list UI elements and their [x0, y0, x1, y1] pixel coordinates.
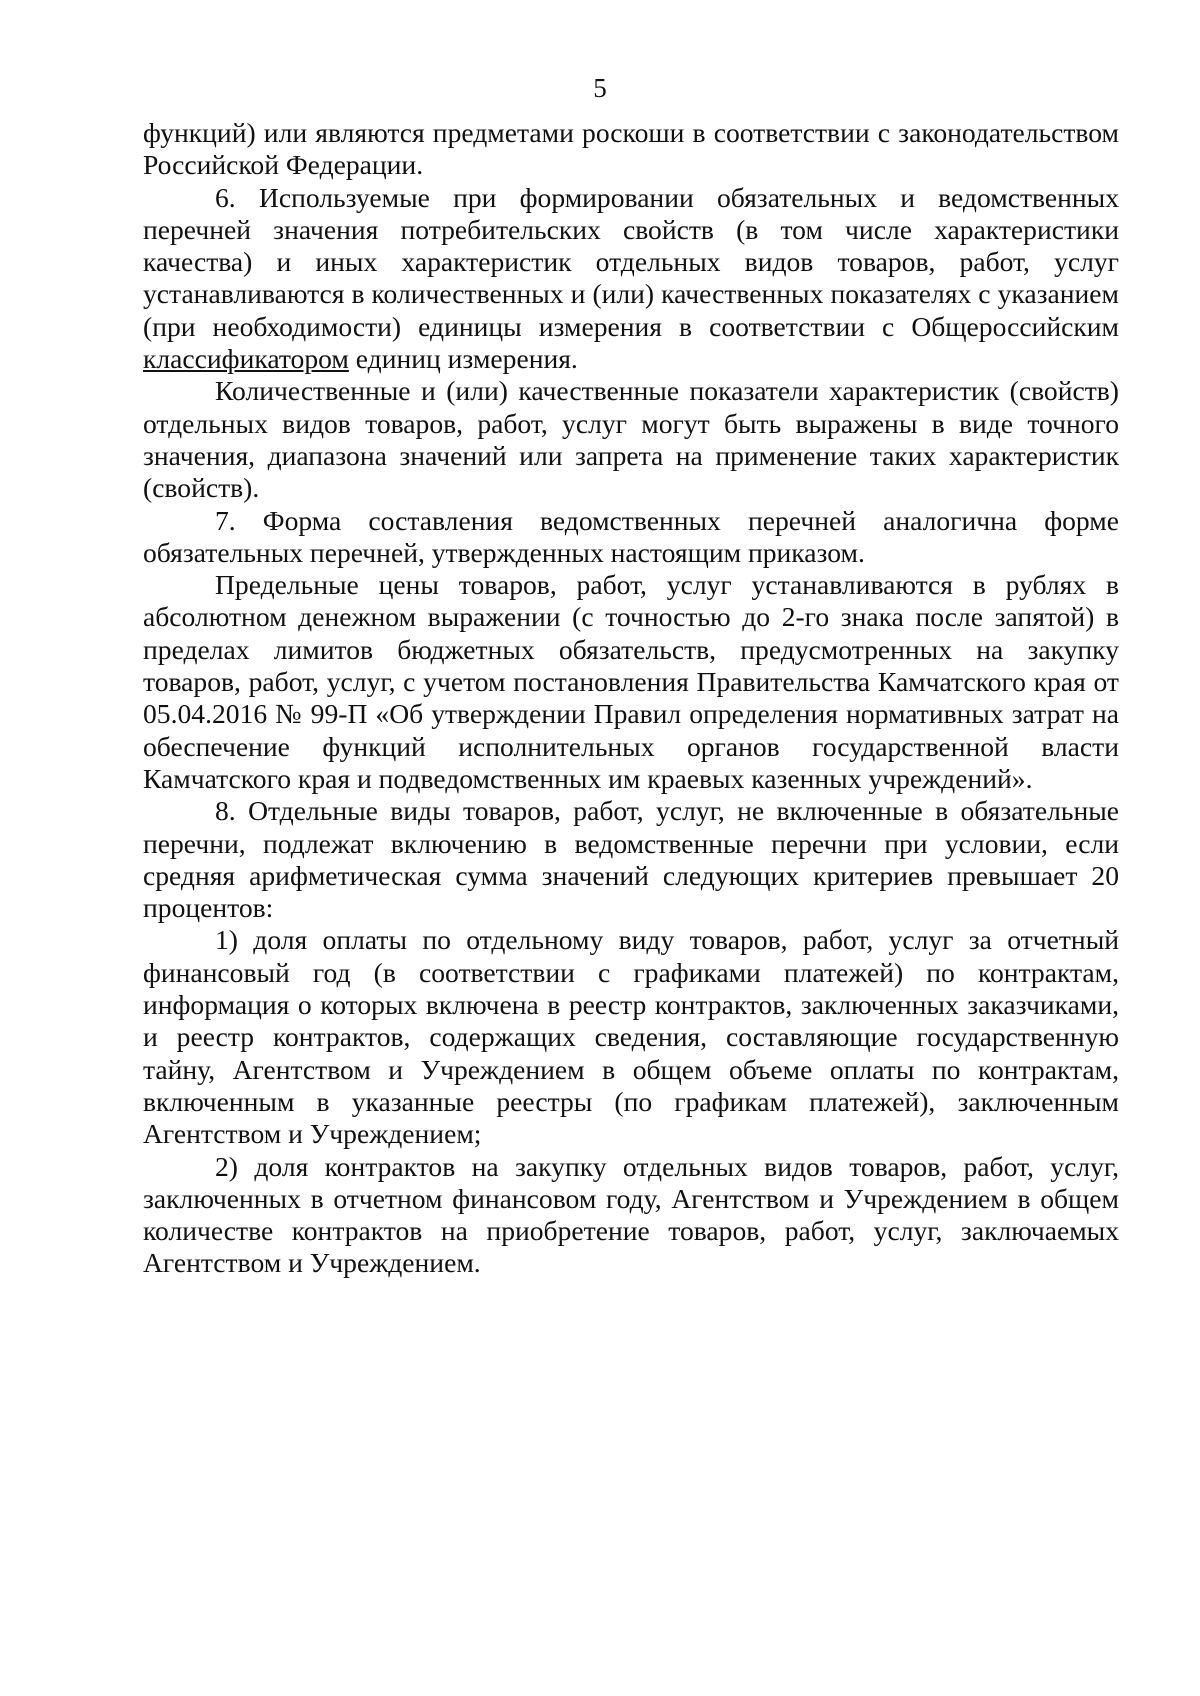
- paragraph-criterion-2: 2) доля контрактов на закупку отдельных видов товаров, работ, услуг, заключенных в отчетном финансовом году, Агентством и Учреждением в общем количестве контрактов на приобретение товаров, работ, услуг, заключаемых Агентством и Учреждением.: [143, 1150, 1119, 1279]
- paragraph-item-8: 8. Отдельные виды товаров, работ, услуг, не включенные в обязательные перечни, подлежат включению в ведомственные перечни при условии, если средняя арифметическая сумма значений следующих критериев превышает 20 процентов:: [143, 795, 1119, 924]
- paragraph-item-7: 7. Форма составления ведомственных перечней аналогична форме обязательных перечней, утвержденных настоящим приказом.: [143, 504, 1119, 568]
- paragraph-quantitative-indicators: Количественные и (или) качественные показатели характеристик (свойств) отдельных видов товаров, работ, услуг могут быть выражены в виде точного значения, диапазона значений или запрета на применение таких характеристик (свойств).: [143, 375, 1119, 504]
- page-number: 5: [593, 73, 607, 103]
- paragraph-item-6: [143, 182, 1119, 376]
- paragraph-price-limits: Предельные цены товаров, работ, услуг устанавливаются в рублях в абсолютном денежном выражении (с точностью до 2-го знака после запятой) в пределах лимитов бюджетных обязательств, предусмотренных на закупку товаров, работ, услуг, с учетом постановления Правительства Камчатского края от 05.04.2016 № 99-П «Об утверждении Правил определения нормативных затрат на обеспечение функций исполнительных органов государственной власти Камчатского края и подведомственных им краевых казенных учреждений».: [143, 569, 1119, 794]
- paragraph-criterion-1: 1) доля оплаты по отдельному виду товаров, работ, услуг за отчетный финансовый год (в соответствии с графиками платежей) по контрактам, информация о которых включена в реестр контрактов, заключенных заказчиками, и реестр контрактов, содержащих сведения, составляющие государственную тайну, Агентством и Учреждением в общем объеме оплаты по контрактам, включенным в указанные реестры (по графикам платежей), заключенным Агентством и Учреждением;: [143, 924, 1119, 1150]
- paragraph-item-6-text: 6. Используемые при формировании обязательных и ведомственных перечней значения потребительских свойств (в том числе характеристики качества) и иных характеристик отдельных видов товаров, работ, услуг устанавливаются в количественных и (или) качественных показателях с указанием (при необходимости) единицы измерения в соответствии с Общероссийским: [143, 181, 1119, 342]
- paragraph-item-6-tail: единиц измерения.: [348, 343, 578, 375]
- paragraph-continuation: функций) или являются предметами роскоши в соответствии с законодательством Российской Федерации.: [143, 117, 1119, 181]
- classifier-link[interactable]: классификатором: [143, 343, 349, 375]
- document-body: [143, 117, 1119, 1280]
